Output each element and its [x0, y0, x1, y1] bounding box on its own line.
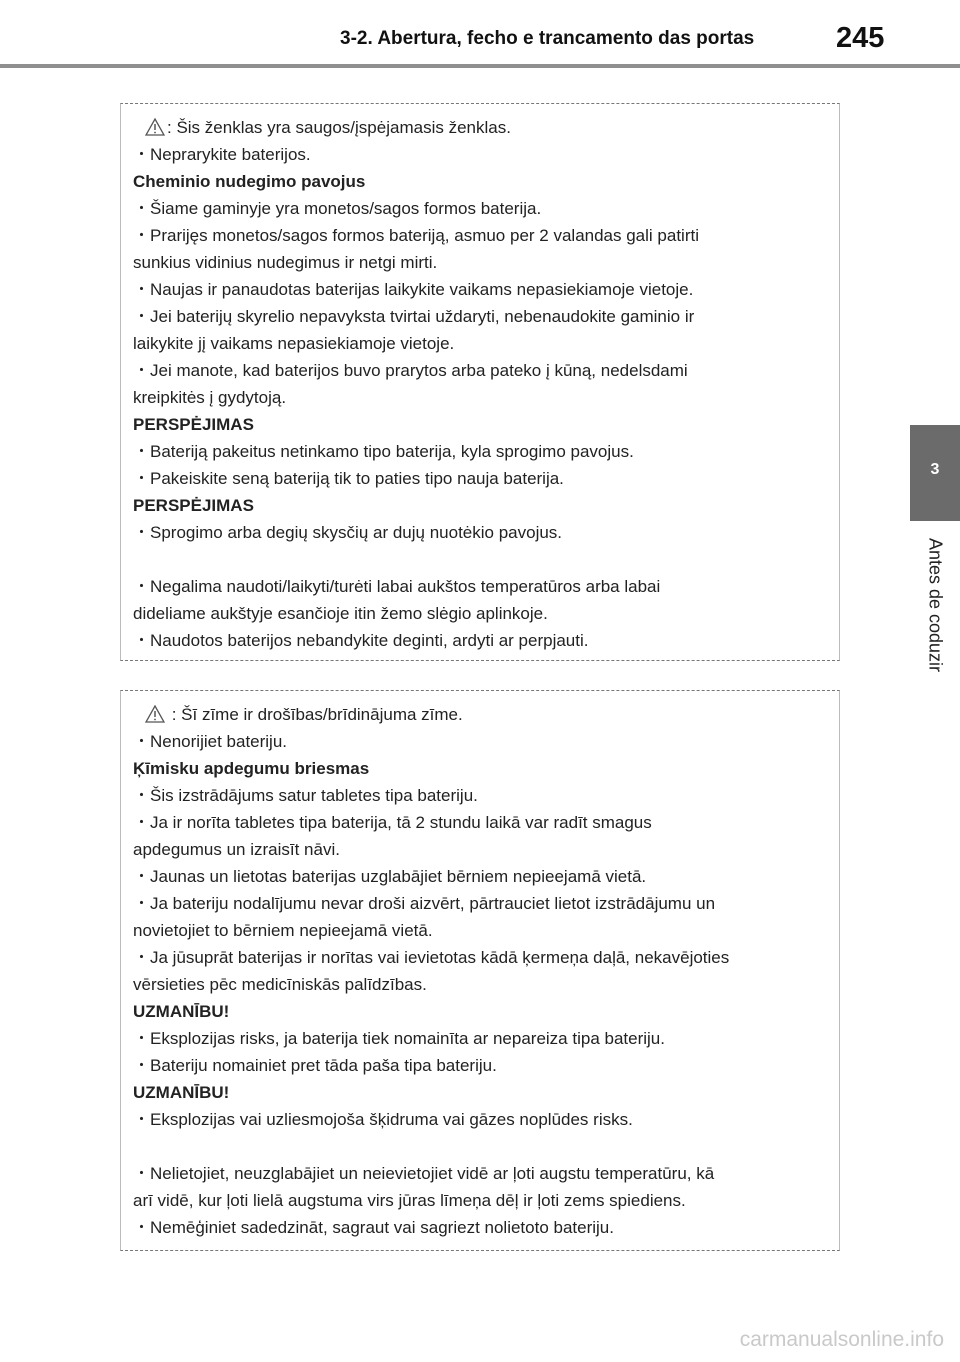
warning-heading: [133, 755, 829, 782]
line-text: ・Neprarykite baterijos.: [133, 145, 311, 164]
warning-text-line: [133, 222, 829, 249]
warning-text-line: [133, 330, 829, 357]
warning-text-line: [133, 836, 829, 863]
warning-heading: [133, 492, 829, 519]
warning-text-line: [133, 1106, 829, 1133]
line-text: ・Eksplozijas risks, ja baterija tiek nomainīta ar nepareiza tipa bateriju.: [133, 1029, 665, 1048]
line-text: kreipkitės į gydytoją.: [133, 388, 287, 407]
warning-text-line: [133, 195, 829, 222]
warning-text-line: [133, 863, 829, 890]
watermark: carmanualsonline.info: [739, 1328, 944, 1351]
chapter-tab: [910, 425, 960, 521]
line-text: ・Šiame gaminyje yra monetos/sagos formos baterija.: [133, 199, 542, 218]
warning-triangle-icon: [145, 705, 165, 723]
warning-text-line: [133, 114, 829, 141]
line-text: sunkius vidinius nudegimus ir netgi mirti.: [133, 253, 438, 272]
line-text: ・Naudotos baterijos nebandykite deginti, ardyti ar perpjauti.: [133, 631, 589, 650]
lithuanian-warning-lines: [133, 114, 829, 654]
line-text: ・Jei baterijų skyrelio nepavyksta tvirtai uždaryti, nebenaudokite gaminio ir: [133, 307, 695, 326]
line-text: ・Jei manote, kad baterijos buvo prarytos arba pateko į kūną, nedelsdami: [133, 361, 688, 380]
warning-text-line: [133, 728, 829, 755]
warning-text-line: [133, 1052, 829, 1079]
line-text: ・Ja ir norīta tabletes tipa baterija, tā 2 stundu laikā var radīt smagus: [133, 813, 652, 832]
warning-text-line: [133, 438, 829, 465]
warning-text-line: [133, 600, 829, 627]
warning-text-line: [133, 890, 829, 917]
chapter-number: 3: [930, 461, 940, 478]
latvian-warning-box: [120, 690, 840, 1251]
warning-text-line: [133, 917, 829, 944]
line-text: dideliame aukštyje esančioje itin žemo slėgio aplinkoje.: [133, 604, 548, 623]
warning-text-line: [133, 465, 829, 492]
line-text: ・Ja bateriju nodalījumu nevar droši aizvērt, pārtrauciet lietot izstrādājumu un: [133, 894, 716, 913]
line-text: ・Jaunas un lietotas baterijas uzglabājiet bērniem nepieejamā vietā.: [133, 867, 647, 886]
warning-heading: [133, 411, 829, 438]
page-number: 245: [836, 22, 885, 54]
line-text: PERSPĖJIMAS: [133, 496, 254, 515]
warning-heading: [133, 998, 829, 1025]
warning-text-line: [133, 944, 829, 971]
warning-text-line: [133, 141, 829, 168]
line-text: UZMANĪBU!: [133, 1002, 230, 1021]
warning-text-line: [133, 809, 829, 836]
chapter-title: Antes de coduzir: [925, 537, 946, 673]
warning-text-line: [133, 384, 829, 411]
line-text: ・Bateriją pakeitus netinkamo tipo baterija, kyla sprogimo pavojus.: [133, 442, 634, 461]
line-text: laikykite jį vaikams nepasiekiamoje vietoje.: [133, 334, 455, 353]
line-text: Cheminio nudegimo pavojus: [133, 172, 366, 191]
line-text: arī vidē, kur ļoti lielā augstuma virs jūras līmeņa dēļ ir ļoti zems spiediens.: [133, 1191, 686, 1210]
line-text: ・Nenorijiet bateriju.: [133, 732, 288, 751]
lithuanian-warning-box: [120, 103, 840, 661]
warning-text-line: [133, 357, 829, 384]
warning-triangle-icon: [145, 118, 165, 136]
line-text: novietojiet to bērniem nepieejamā vietā.: [133, 921, 433, 940]
line-text: : Šī zīme ir drošības/brīdinājuma zīme.: [167, 705, 463, 724]
blank-line: [133, 546, 829, 573]
line-text: ・Pakeiskite seną bateriją tik to paties tipo nauja baterija.: [133, 469, 564, 488]
line-text: : Šis ženklas yra saugos/įspėjamasis ženklas.: [167, 118, 511, 137]
latvian-warning-lines: [133, 701, 829, 1241]
warning-text-line: [133, 1025, 829, 1052]
warning-heading: [133, 168, 829, 195]
line-text: Ķīmisku apdegumu briesmas: [133, 759, 370, 778]
line-text: UZMANĪBU!: [133, 1083, 230, 1102]
line-text: ・Ja jūsuprāt baterijas ir norītas vai ievietotas kādā ķermeņa daļā, nekavējoties: [133, 948, 730, 967]
blank-line: [133, 1133, 829, 1160]
warning-text-line: [133, 782, 829, 809]
line-text: vērsieties pēc medicīniskās palīdzības.: [133, 975, 427, 994]
section-title: 3-2. Abertura, fecho e trancamento das portas: [340, 28, 755, 49]
warning-text-line: [133, 627, 829, 654]
line-text: ・Naujas ir panaudotas baterijas laikykite vaikams nepasiekiamoje vietoje.: [133, 280, 694, 299]
line-text: ・Negalima naudoti/laikyti/turėti labai aukštos temperatūros arba labai: [133, 577, 661, 596]
warning-text-line: [133, 303, 829, 330]
line-text: ・Šis izstrādājums satur tabletes tipa bateriju.: [133, 786, 478, 805]
warning-text-line: [133, 276, 829, 303]
warning-text-line: [133, 971, 829, 998]
line-text: PERSPĖJIMAS: [133, 415, 254, 434]
warning-text-line: [133, 249, 829, 276]
warning-text-line: [133, 701, 829, 728]
line-text: ・Sprogimo arba degių skysčių ar dujų nuotėkio pavojus.: [133, 523, 563, 542]
warning-text-line: [133, 1214, 829, 1241]
warning-text-line: [133, 573, 829, 600]
line-text: ・Eksplozijas vai uzliesmojoša šķidruma vai gāzes noplūdes risks.: [133, 1110, 633, 1129]
line-text: ・Nelietojiet, neuzglabājiet un neievietojiet vidē ar ļoti augstu temperatūru, kā: [133, 1164, 715, 1183]
line-text: ・Prarijęs monetos/sagos formos bateriją, asmuo per 2 valandas gali patirti: [133, 226, 699, 245]
warning-heading: [133, 1079, 829, 1106]
line-text: ・Nemēģiniet sadedzināt, sagraut vai sagriezt nolietoto bateriju.: [133, 1218, 614, 1237]
line-text: ・Bateriju nomainiet pret tāda paša tipa bateriju.: [133, 1056, 497, 1075]
warning-text-line: [133, 1187, 829, 1214]
warning-text-line: [133, 519, 829, 546]
line-text: apdegumus un izraisīt nāvi.: [133, 840, 340, 859]
warning-text-line: [133, 1160, 829, 1187]
header-divider: [0, 64, 960, 68]
